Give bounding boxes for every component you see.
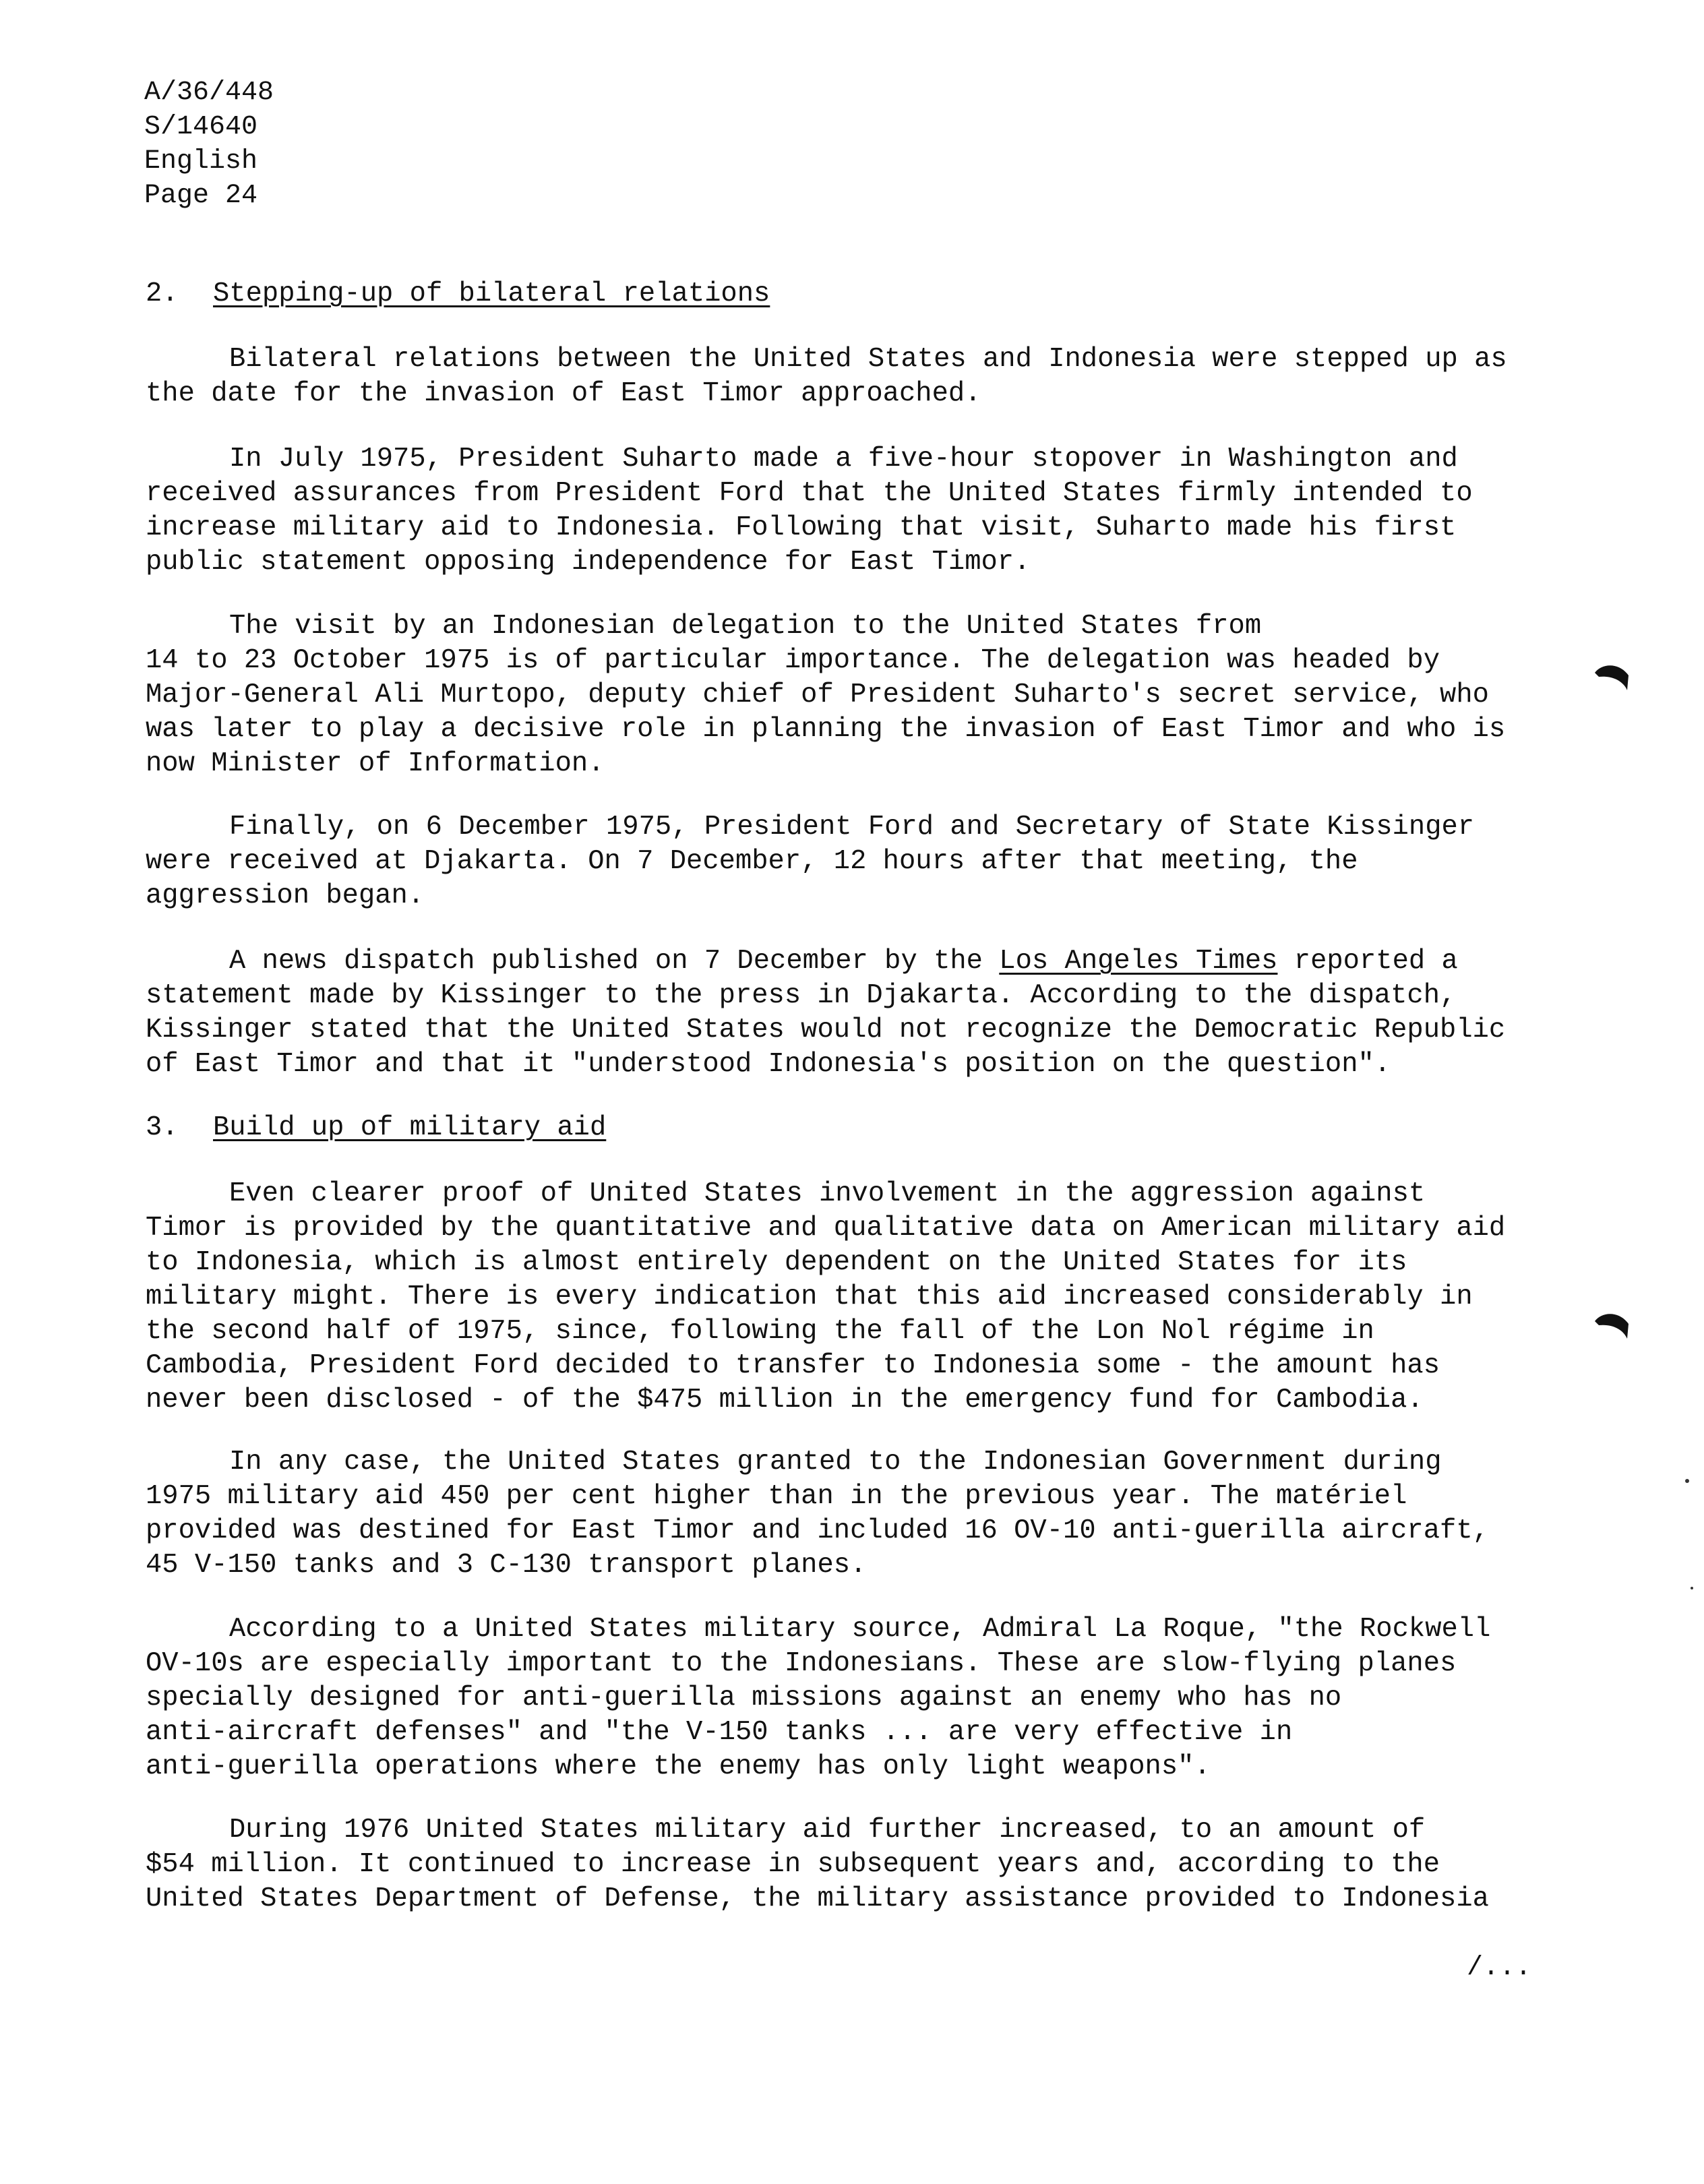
section-3-number: 3. [146,1112,179,1143]
scan-speck [1685,1479,1689,1483]
scan-speck [1691,1587,1693,1589]
section-2-title: Stepping-up of bilateral relations [213,278,770,309]
paragraph [146,1177,1568,1418]
paragraph-line: never been disclosed - of the $475 million in the emergency fund for Cambodia. [146,1385,1424,1416]
paragraph-line: OV-10s are especially important to the Indonesians. These are slow-flying planes [146,1648,1457,1679]
section-3-heading [146,1111,606,1145]
paragraph-line: anti-aircraft defenses" and "the V-150 tanks ... are very effective in [146,1717,1293,1748]
paragraph-line: 45 V-150 tanks and 3 C-130 transport planes. [146,1550,867,1581]
paragraph [146,1612,1568,1784]
paragraph-line: statement made by Kissinger to the press in Djakarta. According to the dispatch, [146,980,1457,1011]
paragraph-line: to Indonesia, which is almost entirely dependent on the United States for its [146,1247,1407,1278]
paragraph-line: aggression began. [146,880,425,911]
paragraph-line: Kissinger stated that the United States would not recognize the Democratic Republic [146,1014,1506,1045]
paragraph-line: Cambodia, President Ford decided to transfer to Indonesia some - the amount has [146,1350,1440,1381]
paragraph-line: $54 million. It continued to increase in subsequent years and, according to the [146,1849,1440,1880]
binder-hole-mark-icon [1592,661,1631,694]
paragraph-line: provided was destined for East Timor and included 16 OV-10 anti-guerilla aircraft, [146,1515,1489,1546]
paragraph-line: received assurances from President Ford that the United States firmly intended to [146,478,1473,509]
paragraph-line: of East Timor and that it "understood Indonesia's position on the question". [146,1049,1391,1080]
paragraph-line: public statement opposing independence for East Timor. [146,547,1031,578]
paragraph-line: 14 to 23 October 1975 is of particular importance. The delegation was headed by [146,645,1440,676]
section-2-number: 2. [146,278,179,309]
text-run: reported a [1277,946,1458,977]
paragraph-line: were received at Djakarta. On 7 December, 12 hours after that meeting, the [146,846,1358,877]
paragraph-line: anti-guerilla operations where the enemy has only light weapons". [146,1751,1211,1782]
binder-hole-mark-icon [1592,1309,1631,1343]
paragraph-line [146,944,1568,979]
paragraph-line: 1975 military aid 450 per cent higher than in the previous year. The matériel [146,1481,1407,1512]
paragraph-line: The visit by an Indonesian delegation to the United States from [229,611,1262,642]
paragraph-line: In July 1975, President Suharto made a five-hour stopover in Washington and [229,444,1458,475]
section-3-title: Build up of military aid [213,1112,607,1143]
paragraph [146,810,1568,913]
document-symbol-s: S/14640 [144,112,258,142]
paragraph [146,1813,1568,1916]
paragraph-line: Timor is provided by the quantitative and qualitative data on American military aid [146,1213,1506,1244]
text-run: A news dispatch published on 7 December by the [229,946,1000,977]
paragraph [146,342,1568,411]
document-language: English [144,146,258,177]
paragraph-line: was later to play a decisive role in planning the invasion of East Timor and who is [146,714,1506,745]
paragraph-line: Major-General Ali Murtopo, deputy chief of President Suharto's secret service, who [146,679,1489,710]
paragraph-line: In any case, the United States granted to the Indonesian Government during [229,1447,1442,1478]
paragraph-line: Bilateral relations between the United States and Indonesia were stepped up as [229,344,1507,375]
paragraph-line: United States Department of Defense, the military assistance provided to Indonesia [146,1883,1489,1914]
paragraph-line: increase military aid to Indonesia. Following that visit, Suharto made his first [146,512,1457,543]
newspaper-title: Los Angeles Times [999,946,1278,977]
paragraph [146,442,1568,580]
paragraph [146,944,1568,1082]
paragraph-line: the date for the invasion of East Timor approached. [146,378,981,409]
paragraph-line: specially designed for anti-guerilla missions against an enemy who has no [146,1682,1342,1713]
paragraph-line: According to a United States military source, Admiral La Roque, "the Rockwell [229,1614,1491,1645]
page-number: Page 24 [144,181,258,211]
section-2-heading [146,277,770,311]
paragraph [146,1445,1568,1583]
continuation-marker: /... [1467,1953,1532,1983]
paragraph-line: Even clearer proof of United States involvement in the aggression against [229,1178,1426,1209]
paragraph-line: military might. There is every indication that this aid increased considerably in [146,1281,1473,1312]
paragraph-line: now Minister of Information. [146,748,605,779]
paragraph [146,609,1568,781]
document-symbol-a: A/36/448 [144,78,274,108]
paragraph-line: During 1976 United States military aid further increased, to an amount of [229,1815,1426,1846]
paragraph-line: Finally, on 6 December 1975, President Ford and Secretary of State Kissinger [229,812,1475,843]
paragraph-line: the second half of 1975, since, following the fall of the Lon Nol régime in [146,1316,1374,1347]
document-symbol-block [144,75,274,213]
